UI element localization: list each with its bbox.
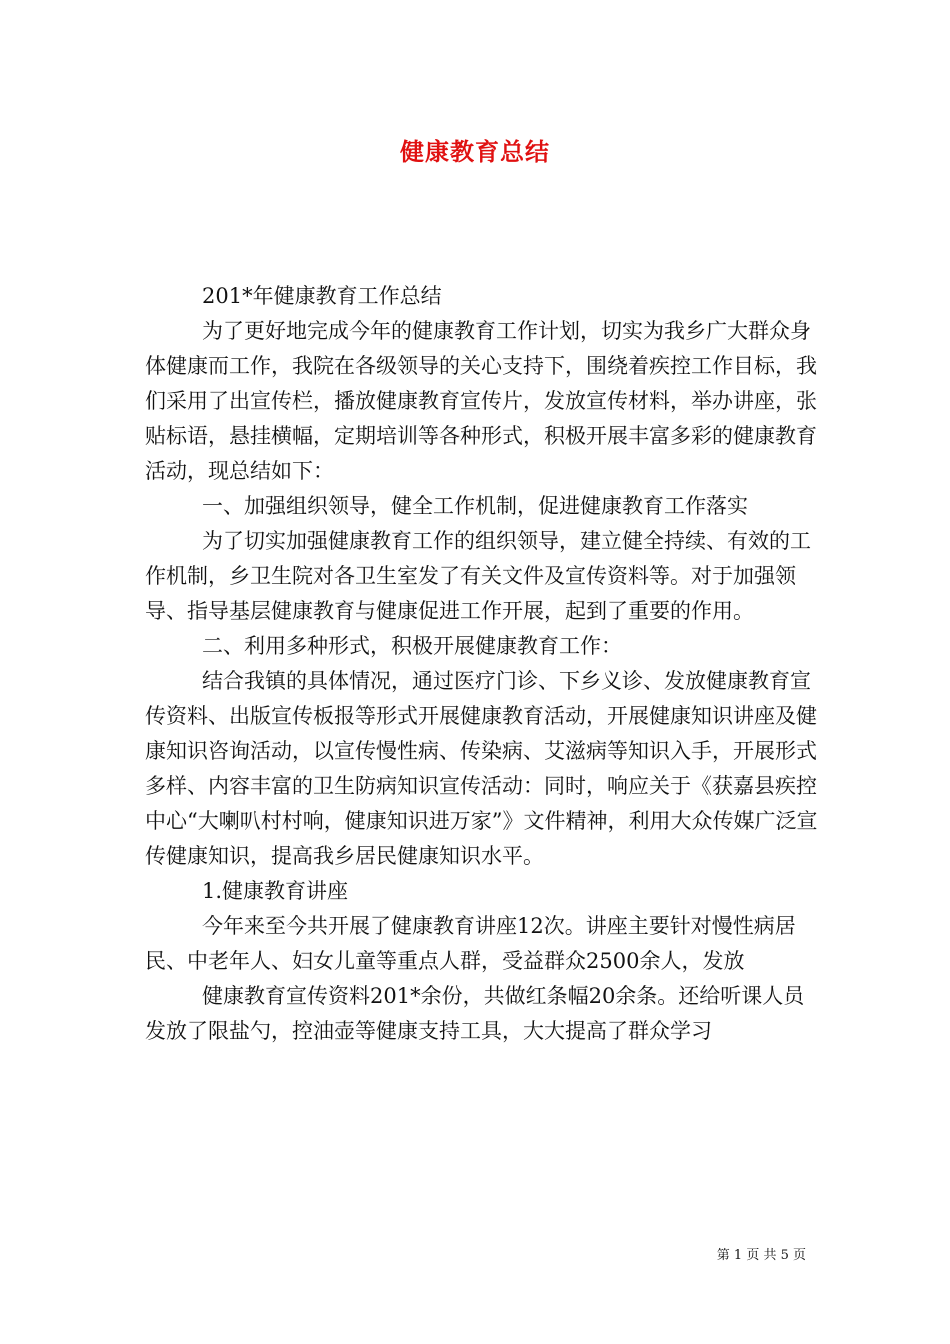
paragraph: 为了切实加强健康教育工作的组织领导，建立健全持续、有效的工作机制，乡卫生院对各卫生室发了有关文件及宣传资料等。对于加强领导、指导基层健康教育与健康促进工作开展，起到了重要的作用。 bbox=[145, 529, 811, 623]
paragraph: 健康教育宣传资料201*余份，共做红条幅20余条。还给听课人员发放了限盐勺，控油壶等健康支持工具，大大提高了群众学习 bbox=[145, 984, 805, 1043]
document-title: 健康教育总结 bbox=[400, 137, 550, 166]
section-heading: 201*年健康教育工作总结 bbox=[202, 284, 442, 308]
paragraph: 今年来至今共开展了健康教育讲座12次。讲座主要针对慢性病居民、中老年人、妇女儿童等重点人群，受益群众2500余人，发放 bbox=[145, 914, 796, 973]
page-number: 第 1 页 共 5 页 bbox=[716, 1248, 806, 1263]
section-heading: 二、利用多种形式，积极开展健康教育工作： bbox=[202, 634, 622, 658]
section-heading: 一、加强组织领导，健全工作机制，促进健康教育工作落实 bbox=[202, 494, 748, 518]
document-body bbox=[145, 279, 825, 1049]
paragraph: 为了更好地完成今年的健康教育工作计划，切实为我乡广大群众身体健康而工作，我院在各级领导的关心支持下，围绕着疾控工作目标，我们采用了出宣传栏，播放健康教育宣传片，发放宣传材料，举办讲座，张贴标语，悬挂横幅，定期培训等各种形式，积极开展丰富多彩的健康教育活动，现总结如下： bbox=[145, 319, 817, 483]
paragraph: 结合我镇的具体情况，通过医疗门诊、下乡义诊、发放健康教育宣传资料、出版宣传板报等形式开展健康教育活动，开展健康知识讲座及健康知识咨询活动，以宣传慢性病、传染病、艾滋病等知识入手，开展形式多样、内容丰富的卫生防病知识宣传活动：同时，响应关于《获嘉县疾控中心“大喇叭村村响，健康知识进万家”》文件精神，利用大众传媒广泛宣传健康知识，提高我乡居民健康知识水平。 bbox=[145, 669, 818, 868]
subsection-heading: 1.健康教育讲座 bbox=[202, 879, 349, 903]
